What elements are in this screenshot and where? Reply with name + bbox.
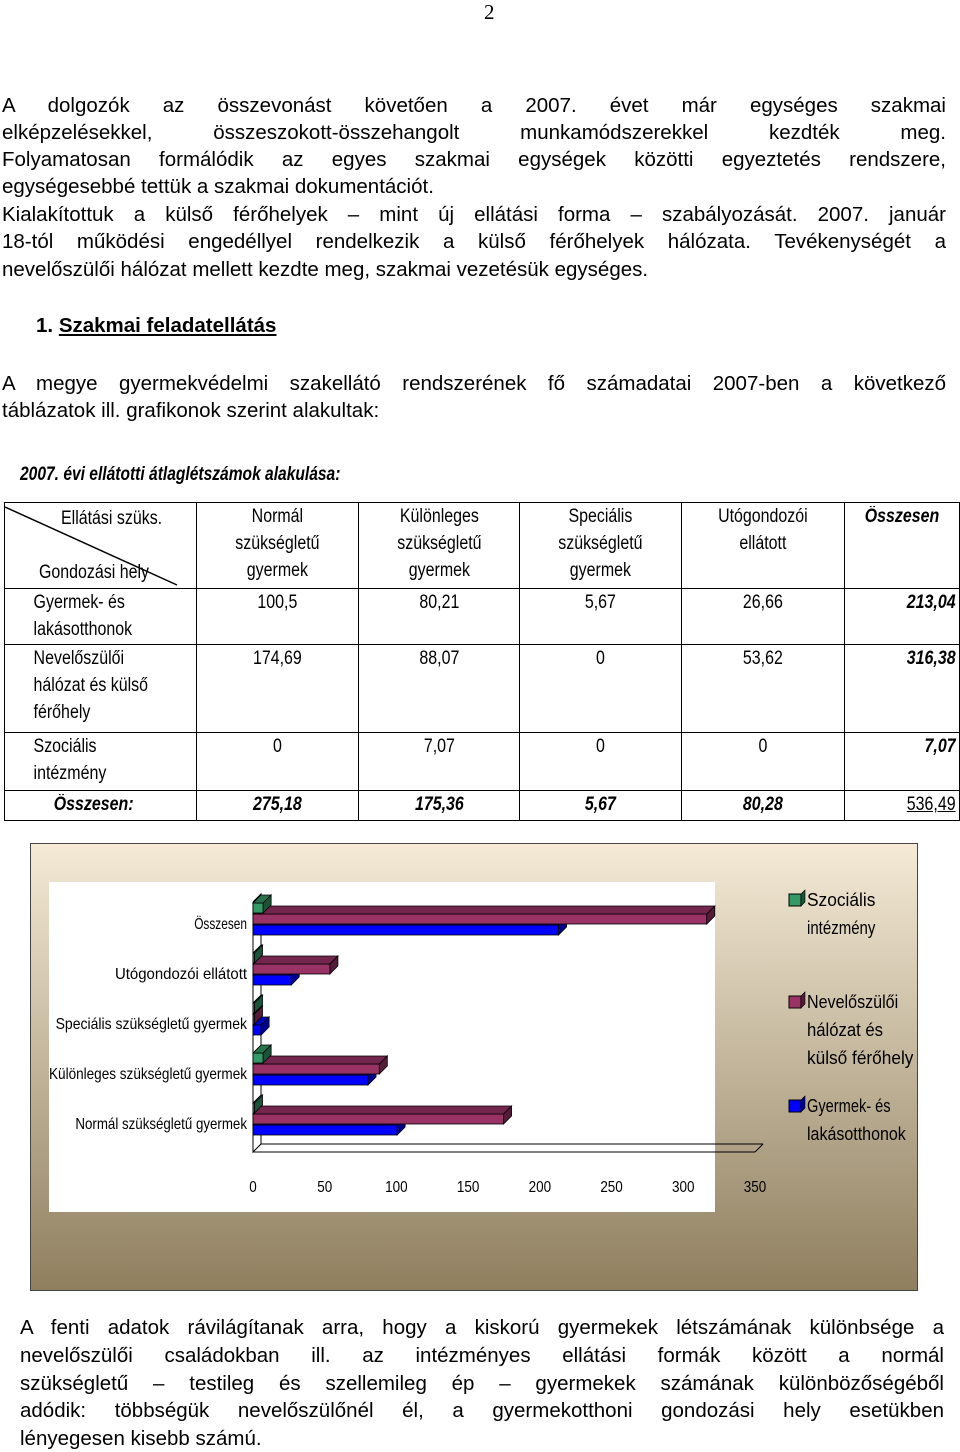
bar-top [253, 956, 338, 964]
section-title: Szakmai feladatellátás [58, 314, 277, 337]
legend-label: külső férőhely [807, 1048, 914, 1068]
page-number: 2 [484, 0, 495, 24]
bar [253, 964, 330, 974]
value-cell: 0 [682, 733, 845, 791]
legend-label: Nevelőszülői [807, 992, 899, 1012]
legend-label: lakásotthonok [807, 1124, 907, 1144]
corner-bottom-label: Gondozási hely [39, 562, 150, 583]
legend-swatch [789, 996, 801, 1008]
closing-line: lényegesen kisebb számú. [20, 1427, 262, 1450]
row-label-cell: Nevelőszülői hálózat és külső férőhely [5, 645, 197, 733]
bar [253, 1114, 504, 1124]
bar [253, 1064, 379, 1074]
intro-line: egységesebbé tettük a szakmai dokumentációt. [2, 175, 434, 198]
closing-line: szükségletű – testileg és szellemileg ép – gyermekek számának különbözőségéből [20, 1372, 944, 1395]
bar [253, 914, 707, 924]
bar-top [253, 1056, 387, 1064]
x-tick-label: 50 [317, 1179, 333, 1196]
x-tick-label: 0 [249, 1179, 257, 1196]
category-label: Normál szükségletű gyermek [75, 1116, 248, 1133]
value-cell: 0 [196, 733, 358, 791]
footer-value-cell: 80,28 [682, 791, 845, 821]
value-cell: 0 [520, 645, 682, 733]
legend-swatch [789, 1100, 801, 1112]
x-tick-label: 200 [528, 1179, 552, 1196]
value-cell: 88,07 [358, 645, 520, 733]
row-label-cell: Gyermek- és lakásotthonok [5, 589, 197, 645]
x-tick-label: 250 [600, 1179, 623, 1196]
bar-chart-svg [31, 844, 917, 1290]
bar-chart [30, 843, 918, 1291]
section-heading [36, 314, 276, 338]
section-intro-line: táblázatok ill. grafikonok szerint alakultak: [2, 399, 380, 422]
intro-line: 18-tól működési engedéllyel rendelkezik a külső férőhelyek hálózata. Tevékenységét a [2, 230, 946, 253]
corner-top-label: Ellátási szüks. [61, 508, 163, 529]
table-row [5, 645, 960, 733]
bar [253, 1025, 261, 1035]
header-cell-total: Összesen [845, 503, 960, 589]
value-cell: 100,5 [196, 589, 358, 645]
intro-line: Kialakítottuk a külső férőhelyek – mint új ellátási forma – szabályozását. 2007. január [2, 203, 946, 226]
table-title: 2007. évi ellátotti átlaglétszámok alakulása: [20, 464, 341, 485]
bar [253, 1053, 263, 1063]
closing-line: adódik: többségük nevelőszülőnél él, a gyermekotthoni gondozási hely esetükben [20, 1399, 944, 1422]
table-footer-row [5, 791, 960, 821]
bar [253, 1075, 368, 1085]
bar [253, 925, 559, 935]
footer-value-cell: 275,18 [196, 791, 358, 821]
row-total-cell: 7,07 [845, 733, 960, 791]
legend-swatch [789, 894, 801, 906]
category-label: Speciális szükségletű gyermek [55, 1016, 248, 1033]
closing-line: nevelőszülői családokban ill. az intézményes ellátási formák között a normál [20, 1344, 944, 1367]
table-header-row [5, 503, 960, 589]
row-total-cell: 213,04 [845, 589, 960, 645]
grand-total-cell: 536,49 [845, 791, 960, 821]
corner-header-cell [5, 503, 197, 589]
value-cell: 80,21 [358, 589, 520, 645]
value-cell: 26,66 [682, 589, 845, 645]
value-cell: 5,67 [520, 589, 682, 645]
header-cell: Normál szükségletű gyermek [196, 503, 358, 589]
intro-line: nevelőszülői hálózat mellett kezdte meg, szakmai vezetésük egységes. [2, 258, 649, 281]
value-cell: 174,69 [196, 645, 358, 733]
table-row [5, 733, 960, 791]
row-total-cell: 316,38 [845, 645, 960, 733]
footer-label-cell: Összesen: [5, 791, 197, 821]
x-tick-label: 350 [743, 1179, 767, 1196]
footer-value-cell: 5,67 [520, 791, 682, 821]
header-cell: Különleges szükségletű gyermek [358, 503, 520, 589]
intro-line: elképzelésekkel, összeszokott-összehangolt munkamódszerekkel kezdték meg. [2, 121, 946, 144]
bar [253, 903, 263, 913]
row-label-cell: Szociális intézmény [5, 733, 197, 791]
intro-line: Folyamatosan formálódik az egyes szakmai egységek közötti egyeztetés rendszere, [2, 148, 946, 171]
closing-line: A fenti adatok rávilágítanak arra, hogy a kiskorú gyermekek létszámának különbsége a [20, 1316, 944, 1339]
section-intro-line: A megye gyermekvédelmi szakellátó rendszerének fő számadatai 2007-ben a következő [2, 372, 946, 395]
header-cell: Speciális szükségletű gyermek [520, 503, 682, 589]
value-cell: 7,07 [358, 733, 520, 791]
bar-top [253, 1106, 512, 1114]
bar-top [253, 906, 715, 914]
category-label: Összesen [194, 916, 266, 933]
x-tick-label: 100 [385, 1179, 408, 1196]
legend-label: Szociális [807, 890, 876, 910]
bar [253, 1125, 397, 1135]
section-number: 1. [36, 314, 54, 337]
bar [253, 975, 291, 985]
value-cell: 0 [520, 733, 682, 791]
header-cell: Utógondozói ellátott [682, 503, 845, 589]
table-row [5, 589, 960, 645]
x-tick-label: 150 [456, 1179, 480, 1196]
category-label: Különleges szükségletű gyermek [49, 1066, 248, 1083]
legend-label: Gyermek- és [807, 1096, 891, 1116]
data-table [4, 502, 960, 821]
legend-label: hálózat és [807, 1020, 883, 1040]
value-cell: 53,62 [682, 645, 845, 733]
intro-line: A dolgozók az összevonást követően a 2007. évet már egységes szakmai [2, 94, 946, 117]
x-tick-label: 300 [672, 1179, 695, 1196]
legend-label: intézmény [807, 918, 876, 938]
footer-value-cell: 175,36 [358, 791, 520, 821]
category-label: Utógondozói ellátott [115, 966, 248, 983]
